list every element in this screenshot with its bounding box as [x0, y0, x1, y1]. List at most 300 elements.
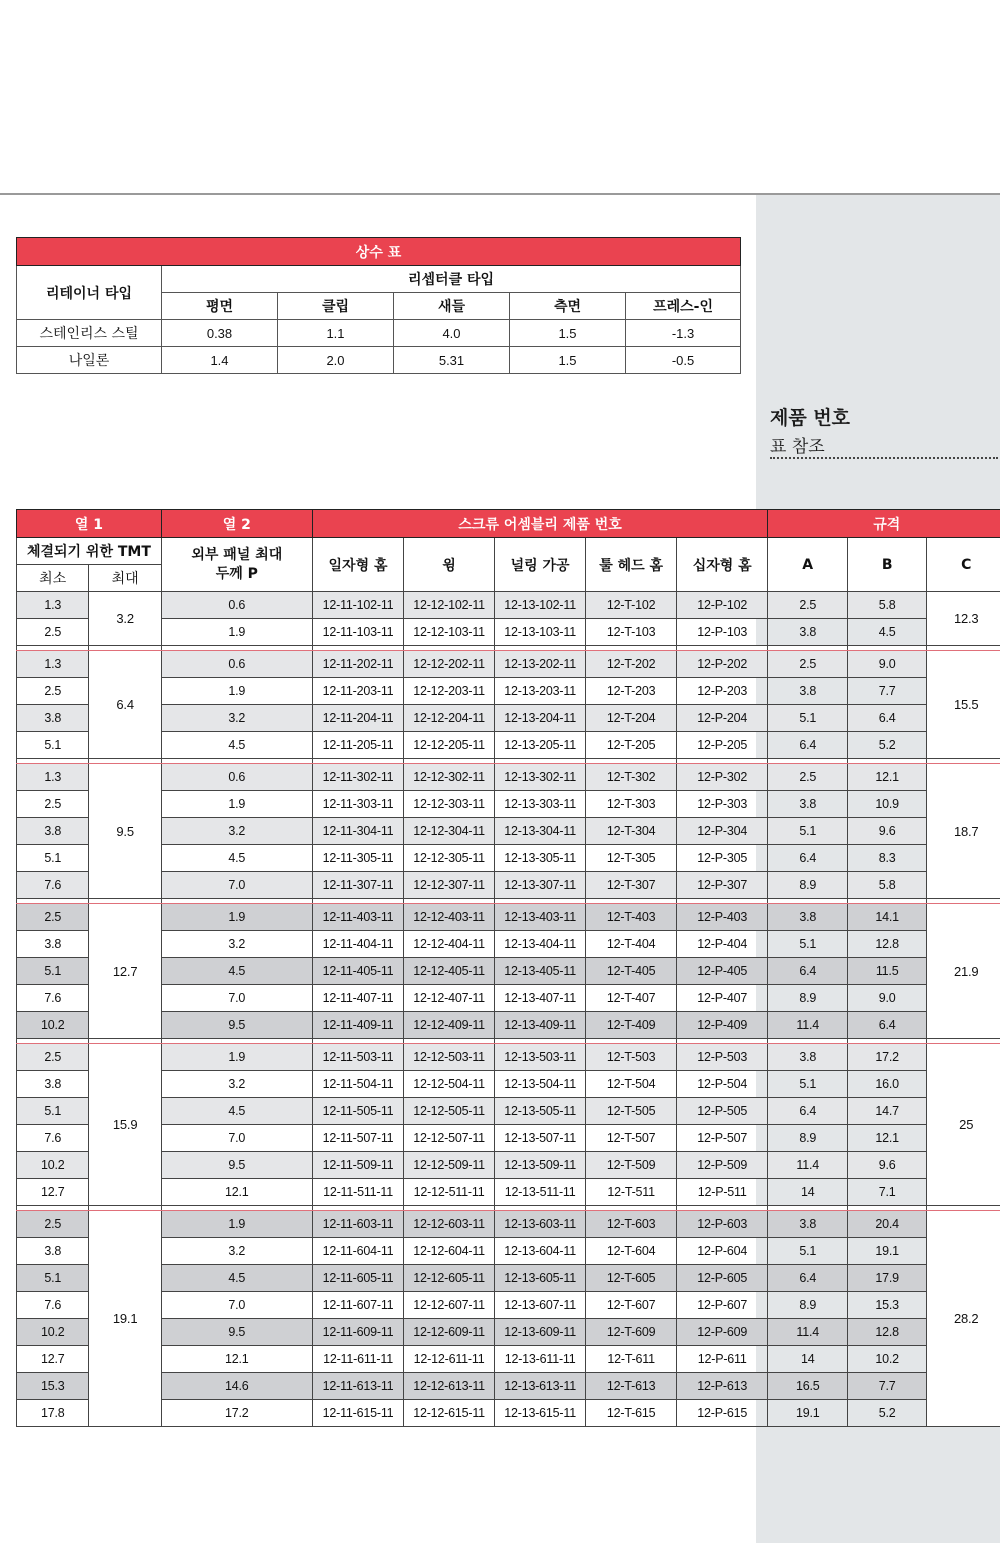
table-row	[17, 958, 1000, 985]
constant-value: -1.3	[626, 320, 741, 347]
wing-part-number: 12-12-403-11	[404, 904, 495, 931]
dim-a: 3.8	[768, 1211, 847, 1238]
receptacle-column-header: 새들	[394, 293, 510, 320]
panel-thickness: 0.6	[161, 764, 312, 791]
table-row	[17, 1373, 1000, 1400]
panel-thickness: 1.9	[161, 791, 312, 818]
knurl-part-number: 12-13-503-11	[494, 1044, 586, 1071]
slot-part-number: 12-11-503-11	[312, 1044, 404, 1071]
phillips-part-number: 12-P-307	[676, 872, 768, 899]
knurl-part-number: 12-13-604-11	[494, 1238, 586, 1265]
tool-head-part-number: 12-T-303	[586, 791, 677, 818]
panel-thickness: 1.9	[161, 1044, 312, 1071]
phillips-part-number: 12-P-505	[676, 1098, 768, 1125]
phillips-part-number: 12-P-615	[676, 1400, 768, 1427]
constant-value: 1.1	[278, 320, 394, 347]
panel-thickness: 14.6	[161, 1373, 312, 1400]
retainer-name: 스테인리스 스틸	[17, 320, 162, 347]
knurl-part-number: 12-13-205-11	[494, 732, 586, 759]
dim-b: 8.3	[847, 845, 926, 872]
wing-part-number: 12-12-509-11	[404, 1152, 495, 1179]
min-value: 15.3	[17, 1373, 89, 1400]
slot-part-number: 12-11-103-11	[312, 619, 404, 646]
dim-a: 5.1	[768, 1238, 847, 1265]
tool-head-part-number: 12-T-204	[586, 705, 677, 732]
panel-thickness: 1.9	[161, 619, 312, 646]
tool-head-part-number: 12-T-403	[586, 904, 677, 931]
phillips-part-number: 12-P-605	[676, 1265, 768, 1292]
phillips-part-number: 12-P-609	[676, 1319, 768, 1346]
type-header-phillips: 십자형 홈	[676, 538, 768, 592]
min-value: 1.3	[17, 764, 89, 791]
dim-a: 6.4	[768, 1265, 847, 1292]
wing-part-number: 12-12-504-11	[404, 1071, 495, 1098]
phillips-part-number: 12-P-204	[676, 705, 768, 732]
min-value: 10.2	[17, 1319, 89, 1346]
min-header: 최소	[17, 565, 89, 592]
tool-head-part-number: 12-T-404	[586, 931, 677, 958]
phillips-part-number: 12-P-404	[676, 931, 768, 958]
dim-a: 6.4	[768, 732, 847, 759]
min-value: 5.1	[17, 1265, 89, 1292]
phillips-part-number: 12-P-303	[676, 791, 768, 818]
table-row	[17, 985, 1000, 1012]
min-value: 5.1	[17, 958, 89, 985]
knurl-part-number: 12-13-509-11	[494, 1152, 586, 1179]
dim-a: 3.8	[768, 1044, 847, 1071]
tool-head-part-number: 12-T-607	[586, 1292, 677, 1319]
table-row	[17, 872, 1000, 899]
knurl-part-number: 12-13-409-11	[494, 1012, 586, 1039]
wing-part-number: 12-12-613-11	[404, 1373, 495, 1400]
panel-thickness: 12.1	[161, 1179, 312, 1206]
knurl-part-number: 12-13-204-11	[494, 705, 586, 732]
tool-head-part-number: 12-T-615	[586, 1400, 677, 1427]
table-row	[17, 904, 1000, 931]
wing-part-number: 12-12-607-11	[404, 1292, 495, 1319]
dim-a: 8.9	[768, 1292, 847, 1319]
wing-part-number: 12-12-611-11	[404, 1346, 495, 1373]
dim-a: 14	[768, 1179, 847, 1206]
table-row	[17, 845, 1000, 872]
dim-header-a: A	[768, 538, 847, 592]
table-row	[17, 1265, 1000, 1292]
wing-part-number: 12-12-302-11	[404, 764, 495, 791]
tool-head-part-number: 12-T-609	[586, 1319, 677, 1346]
receptacle-column-header: 프레스-인	[626, 293, 741, 320]
dim-b: 4.5	[847, 619, 926, 646]
dim-a: 19.1	[768, 1400, 847, 1427]
table-row	[17, 1012, 1000, 1039]
table-row	[17, 764, 1000, 791]
panel-thickness: 0.6	[161, 651, 312, 678]
knurl-part-number: 12-13-202-11	[494, 651, 586, 678]
dim-b: 5.8	[847, 592, 926, 619]
dim-a: 14	[768, 1346, 847, 1373]
wing-part-number: 12-12-405-11	[404, 958, 495, 985]
column2-header: 열 2	[161, 510, 312, 538]
min-value: 7.6	[17, 985, 89, 1012]
dim-a: 3.8	[768, 791, 847, 818]
dim-a: 6.4	[768, 958, 847, 985]
panel-thickness: 4.5	[161, 732, 312, 759]
phillips-part-number: 12-P-503	[676, 1044, 768, 1071]
dim-b: 17.2	[847, 1044, 926, 1071]
knurl-part-number: 12-13-302-11	[494, 764, 586, 791]
phillips-part-number: 12-P-302	[676, 764, 768, 791]
knurl-part-number: 12-13-405-11	[494, 958, 586, 985]
phillips-part-number: 12-P-102	[676, 592, 768, 619]
dim-b: 7.7	[847, 678, 926, 705]
knurl-part-number: 12-13-505-11	[494, 1098, 586, 1125]
min-value: 3.8	[17, 1238, 89, 1265]
slot-part-number: 12-11-202-11	[312, 651, 404, 678]
knurl-part-number: 12-13-605-11	[494, 1265, 586, 1292]
dim-c: 28.2	[927, 1211, 1000, 1427]
dim-b: 9.6	[847, 818, 926, 845]
constant-table	[16, 237, 741, 374]
dim-b: 12.8	[847, 931, 926, 958]
min-value: 2.5	[17, 619, 89, 646]
tool-head-part-number: 12-T-611	[586, 1346, 677, 1373]
dim-c: 21.9	[927, 904, 1000, 1039]
tool-head-part-number: 12-T-507	[586, 1125, 677, 1152]
dim-b: 6.4	[847, 705, 926, 732]
wing-part-number: 12-12-603-11	[404, 1211, 495, 1238]
dim-b: 19.1	[847, 1238, 926, 1265]
knurl-part-number: 12-13-407-11	[494, 985, 586, 1012]
slot-part-number: 12-11-102-11	[312, 592, 404, 619]
phillips-part-number: 12-P-304	[676, 818, 768, 845]
slot-part-number: 12-11-507-11	[312, 1125, 404, 1152]
wing-part-number: 12-12-305-11	[404, 845, 495, 872]
slot-part-number: 12-11-407-11	[312, 985, 404, 1012]
table-row	[17, 705, 1000, 732]
wing-part-number: 12-12-507-11	[404, 1125, 495, 1152]
wing-part-number: 12-12-609-11	[404, 1319, 495, 1346]
tool-head-part-number: 12-T-103	[586, 619, 677, 646]
panel-thickness: 3.2	[161, 818, 312, 845]
dim-a: 11.4	[768, 1012, 847, 1039]
constant-value: 2.0	[278, 347, 394, 374]
wing-part-number: 12-12-407-11	[404, 985, 495, 1012]
tool-head-part-number: 12-T-604	[586, 1238, 677, 1265]
min-value: 7.6	[17, 872, 89, 899]
dim-a: 6.4	[768, 845, 847, 872]
max-value: 12.7	[89, 904, 161, 1039]
constant-value: 1.5	[510, 347, 626, 374]
dim-b: 11.5	[847, 958, 926, 985]
slot-part-number: 12-11-607-11	[312, 1292, 404, 1319]
slot-part-number: 12-11-611-11	[312, 1346, 404, 1373]
dim-a: 5.1	[768, 1071, 847, 1098]
sidebar-dotted-rule	[770, 457, 998, 459]
dim-a: 3.8	[768, 678, 847, 705]
dim-a: 2.5	[768, 592, 847, 619]
phillips-part-number: 12-P-604	[676, 1238, 768, 1265]
assembly-number-header: 스크류 어셈블리 제품 번호	[312, 510, 768, 538]
dim-b: 7.7	[847, 1373, 926, 1400]
receptacle-column-header: 클립	[278, 293, 394, 320]
slot-part-number: 12-11-404-11	[312, 931, 404, 958]
slot-part-number: 12-11-605-11	[312, 1265, 404, 1292]
knurl-part-number: 12-13-304-11	[494, 818, 586, 845]
dim-c: 18.7	[927, 764, 1000, 899]
table-row	[17, 619, 1000, 646]
phillips-part-number: 12-P-202	[676, 651, 768, 678]
knurl-part-number: 12-13-607-11	[494, 1292, 586, 1319]
table-row	[17, 592, 1000, 619]
constant-value: 1.4	[162, 347, 278, 374]
dim-a: 2.5	[768, 764, 847, 791]
phillips-part-number: 12-P-504	[676, 1071, 768, 1098]
tool-head-part-number: 12-T-504	[586, 1071, 677, 1098]
table-row	[17, 791, 1000, 818]
min-value: 7.6	[17, 1292, 89, 1319]
knurl-part-number: 12-13-609-11	[494, 1319, 586, 1346]
type-header-knurl: 널링 가공	[494, 538, 586, 592]
knurl-part-number: 12-13-615-11	[494, 1400, 586, 1427]
phillips-part-number: 12-P-611	[676, 1346, 768, 1373]
wing-part-number: 12-12-503-11	[404, 1044, 495, 1071]
panel-thickness-header: 외부 패널 최대 두께 P	[161, 538, 312, 592]
wing-part-number: 12-12-511-11	[404, 1179, 495, 1206]
constant-value: -0.5	[626, 347, 741, 374]
table-row	[17, 1292, 1000, 1319]
dim-a: 3.8	[768, 619, 847, 646]
dim-a: 8.9	[768, 985, 847, 1012]
min-value: 10.2	[17, 1012, 89, 1039]
slot-part-number: 12-11-409-11	[312, 1012, 404, 1039]
table-row	[17, 1179, 1000, 1206]
slot-part-number: 12-11-203-11	[312, 678, 404, 705]
constant-value: 5.31	[394, 347, 510, 374]
min-value: 12.7	[17, 1346, 89, 1373]
panel-thickness: 4.5	[161, 845, 312, 872]
dim-b: 7.1	[847, 1179, 926, 1206]
phillips-part-number: 12-P-205	[676, 732, 768, 759]
phillips-part-number: 12-P-507	[676, 1125, 768, 1152]
slot-part-number: 12-11-304-11	[312, 818, 404, 845]
table-row	[17, 931, 1000, 958]
knurl-part-number: 12-13-203-11	[494, 678, 586, 705]
table-row	[17, 1238, 1000, 1265]
type-header-tool-head: 툴 헤드 홈	[586, 538, 677, 592]
dim-a: 8.9	[768, 872, 847, 899]
dim-header-c: C	[927, 538, 1000, 592]
dim-b: 12.8	[847, 1319, 926, 1346]
tool-head-part-number: 12-T-405	[586, 958, 677, 985]
knurl-part-number: 12-13-404-11	[494, 931, 586, 958]
receptacle-column-header: 평면	[162, 293, 278, 320]
dim-b: 20.4	[847, 1211, 926, 1238]
dim-b: 5.8	[847, 872, 926, 899]
panel-thickness: 9.5	[161, 1012, 312, 1039]
dim-b: 16.0	[847, 1071, 926, 1098]
receptacle-type-header: 리셉터클 타입	[162, 266, 741, 293]
max-value: 9.5	[89, 764, 161, 899]
dim-a: 16.5	[768, 1373, 847, 1400]
wing-part-number: 12-12-409-11	[404, 1012, 495, 1039]
dim-a: 5.1	[768, 818, 847, 845]
knurl-part-number: 12-13-305-11	[494, 845, 586, 872]
table-row	[17, 1071, 1000, 1098]
screw-assembly-table	[16, 509, 1000, 1427]
panel-thickness: 17.2	[161, 1400, 312, 1427]
min-value: 5.1	[17, 732, 89, 759]
tool-head-part-number: 12-T-202	[586, 651, 677, 678]
slot-part-number: 12-11-504-11	[312, 1071, 404, 1098]
wing-part-number: 12-12-605-11	[404, 1265, 495, 1292]
phillips-part-number: 12-P-405	[676, 958, 768, 985]
table-row	[17, 1319, 1000, 1346]
tool-head-part-number: 12-T-407	[586, 985, 677, 1012]
dim-c: 25	[927, 1044, 1000, 1206]
sidebar-title: 제품 번호	[770, 407, 851, 429]
panel-thickness: 3.2	[161, 931, 312, 958]
max-value: 15.9	[89, 1044, 161, 1206]
knurl-part-number: 12-13-102-11	[494, 592, 586, 619]
constant-row	[17, 347, 741, 374]
spec-header: 규격	[768, 510, 1000, 538]
dim-b: 5.2	[847, 732, 926, 759]
slot-part-number: 12-11-511-11	[312, 1179, 404, 1206]
tool-head-part-number: 12-T-302	[586, 764, 677, 791]
phillips-part-number: 12-P-607	[676, 1292, 768, 1319]
min-value: 5.1	[17, 1098, 89, 1125]
constant-value: 0.38	[162, 320, 278, 347]
min-value: 2.5	[17, 791, 89, 818]
panel-thickness: 9.5	[161, 1152, 312, 1179]
constant-table-title: 상수 표	[17, 238, 741, 266]
tool-head-part-number: 12-T-307	[586, 872, 677, 899]
panel-thickness: 4.5	[161, 1265, 312, 1292]
dim-a: 5.1	[768, 931, 847, 958]
table-row	[17, 1152, 1000, 1179]
min-value: 5.1	[17, 845, 89, 872]
min-value: 17.8	[17, 1400, 89, 1427]
tool-head-part-number: 12-T-203	[586, 678, 677, 705]
dim-b: 12.1	[847, 1125, 926, 1152]
wing-part-number: 12-12-505-11	[404, 1098, 495, 1125]
knurl-part-number: 12-13-611-11	[494, 1346, 586, 1373]
phillips-part-number: 12-P-613	[676, 1373, 768, 1400]
phillips-part-number: 12-P-203	[676, 678, 768, 705]
knurl-part-number: 12-13-103-11	[494, 619, 586, 646]
wing-part-number: 12-12-203-11	[404, 678, 495, 705]
max-value: 19.1	[89, 1211, 161, 1427]
wing-part-number: 12-12-202-11	[404, 651, 495, 678]
panel-thickness: 7.0	[161, 872, 312, 899]
max-value: 6.4	[89, 651, 161, 759]
slot-part-number: 12-11-403-11	[312, 904, 404, 931]
sidebar-subtitle: 표 참조	[770, 437, 825, 457]
knurl-part-number: 12-13-603-11	[494, 1211, 586, 1238]
type-header-slot: 일자형 홈	[312, 538, 404, 592]
panel-thickness: 3.2	[161, 1238, 312, 1265]
wing-part-number: 12-12-204-11	[404, 705, 495, 732]
min-value: 7.6	[17, 1125, 89, 1152]
panel-thickness: 1.9	[161, 1211, 312, 1238]
tool-head-part-number: 12-T-305	[586, 845, 677, 872]
dim-b: 14.1	[847, 904, 926, 931]
min-value: 3.8	[17, 931, 89, 958]
tmt-header: 체결되기 위한 TMT	[17, 538, 162, 565]
table-row	[17, 651, 1000, 678]
tool-head-part-number: 12-T-102	[586, 592, 677, 619]
wing-part-number: 12-12-404-11	[404, 931, 495, 958]
slot-part-number: 12-11-302-11	[312, 764, 404, 791]
panel-thickness: 1.9	[161, 904, 312, 931]
tool-head-part-number: 12-T-304	[586, 818, 677, 845]
phillips-part-number: 12-P-305	[676, 845, 768, 872]
slot-part-number: 12-11-307-11	[312, 872, 404, 899]
max-value: 3.2	[89, 592, 161, 646]
slot-part-number: 12-11-305-11	[312, 845, 404, 872]
wing-part-number: 12-12-604-11	[404, 1238, 495, 1265]
dim-b: 10.9	[847, 791, 926, 818]
table-row	[17, 678, 1000, 705]
min-value: 12.7	[17, 1179, 89, 1206]
knurl-part-number: 12-13-303-11	[494, 791, 586, 818]
column1-header: 열 1	[17, 510, 162, 538]
dim-b: 14.7	[847, 1098, 926, 1125]
min-value: 10.2	[17, 1152, 89, 1179]
dim-b: 15.3	[847, 1292, 926, 1319]
slot-part-number: 12-11-505-11	[312, 1098, 404, 1125]
knurl-part-number: 12-13-507-11	[494, 1125, 586, 1152]
table-row	[17, 1211, 1000, 1238]
tool-head-part-number: 12-T-409	[586, 1012, 677, 1039]
panel-thickness: 1.9	[161, 678, 312, 705]
panel-thickness: 7.0	[161, 985, 312, 1012]
panel-thickness: 3.2	[161, 705, 312, 732]
slot-part-number: 12-11-603-11	[312, 1211, 404, 1238]
max-header: 최대	[89, 565, 161, 592]
slot-part-number: 12-11-604-11	[312, 1238, 404, 1265]
phillips-part-number: 12-P-511	[676, 1179, 768, 1206]
min-value: 3.8	[17, 818, 89, 845]
min-value: 3.8	[17, 1071, 89, 1098]
slot-part-number: 12-11-609-11	[312, 1319, 404, 1346]
slot-part-number: 12-11-204-11	[312, 705, 404, 732]
panel-thickness: 3.2	[161, 1071, 312, 1098]
min-value: 1.3	[17, 651, 89, 678]
tool-head-part-number: 12-T-503	[586, 1044, 677, 1071]
receptacle-column-header: 측면	[510, 293, 626, 320]
tool-head-part-number: 12-T-511	[586, 1179, 677, 1206]
panel-thickness: 4.5	[161, 1098, 312, 1125]
panel-thickness: 12.1	[161, 1346, 312, 1373]
knurl-part-number: 12-13-613-11	[494, 1373, 586, 1400]
table-row	[17, 1098, 1000, 1125]
dim-header-b: B	[847, 538, 926, 592]
dim-b: 17.9	[847, 1265, 926, 1292]
knurl-part-number: 12-13-511-11	[494, 1179, 586, 1206]
min-value: 3.8	[17, 705, 89, 732]
tool-head-part-number: 12-T-613	[586, 1373, 677, 1400]
wing-part-number: 12-12-102-11	[404, 592, 495, 619]
phillips-part-number: 12-P-403	[676, 904, 768, 931]
panel-thickness: 7.0	[161, 1292, 312, 1319]
min-value: 1.3	[17, 592, 89, 619]
dim-b: 6.4	[847, 1012, 926, 1039]
phillips-part-number: 12-P-409	[676, 1012, 768, 1039]
dim-a: 8.9	[768, 1125, 847, 1152]
dim-a: 6.4	[768, 1098, 847, 1125]
type-header-wing: 윙	[404, 538, 495, 592]
panel-thickness: 9.5	[161, 1319, 312, 1346]
